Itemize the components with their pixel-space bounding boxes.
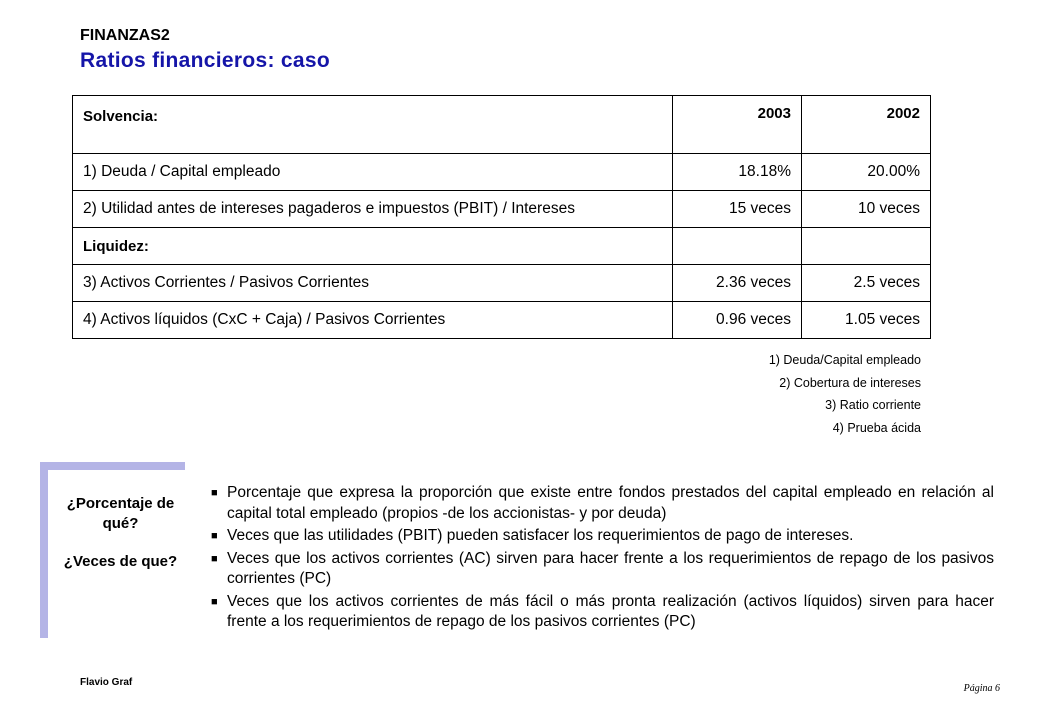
year-2002-header: 2002 xyxy=(802,96,931,154)
square-bullet-icon: ■ xyxy=(211,487,218,499)
ratio-label: 4) Activos líquidos (CxC + Caja) / Pasivos Corrientes xyxy=(73,302,673,339)
empty-cell xyxy=(802,228,931,265)
ratio-notes xyxy=(769,349,921,439)
square-bullet-icon: ■ xyxy=(211,552,218,565)
list-item xyxy=(211,526,994,547)
table-row xyxy=(73,154,931,191)
course-label: FINANZAS2 xyxy=(80,27,170,44)
list-item-text: Veces que los activos corrientes (AC) sirven para hacer frente a los requerimientos de repago de los pasivos corrientes (PC) xyxy=(227,549,994,587)
ratio-label: 1) Deuda / Capital empleado xyxy=(73,154,673,191)
ratio-value-2002: 10 veces xyxy=(802,191,931,228)
ratio-value-2002: 2.5 veces xyxy=(802,265,931,302)
empty-cell xyxy=(673,228,802,265)
table-row xyxy=(73,265,931,302)
note-item: 3) Ratio corriente xyxy=(825,398,921,412)
liquidity-section-label: Liquidez: xyxy=(73,228,673,265)
ratios-table xyxy=(72,95,931,339)
ratio-label: 3) Activos Corrientes / Pasivos Corrientes xyxy=(73,265,673,302)
author-label: Flavio Graf xyxy=(80,677,133,688)
note-item: 2) Cobertura de intereses xyxy=(779,375,921,390)
table-row xyxy=(73,191,931,228)
question-box xyxy=(48,470,193,646)
question-times: ¿Veces de que? xyxy=(63,553,178,570)
ratio-value-2003: 0.96 veces xyxy=(673,302,802,339)
table-header-row xyxy=(73,96,931,154)
ratio-value-2003: 18.18% xyxy=(673,154,802,191)
note-item: 1) Deuda/Capital empleado xyxy=(768,353,921,367)
ratio-value-2002: 20.00% xyxy=(802,154,931,191)
list-item xyxy=(211,483,994,524)
list-item-text: Veces que las utilidades (PBIT) pueden satisfacer los requerimientos de pago de intereses. xyxy=(227,527,854,544)
list-item xyxy=(211,592,994,633)
year-2003-header: 2003 xyxy=(673,96,802,154)
ratio-value-2003: 15 veces xyxy=(673,191,802,228)
question-percentage: ¿Porcentaje de qué? xyxy=(66,495,175,532)
ratio-value-2003: 2.36 veces xyxy=(673,265,802,302)
list-item-text: Veces que los activos corrientes de más fácil o más pronta realización (activos líquidos) sirven para hacer frente a los requerimientos de repago de los pasivos corrientes (PC) xyxy=(227,592,994,630)
explanation-list xyxy=(211,483,994,635)
ratio-label: 2) Utilidad antes de intereses pagaderos e impuestos (PBIT) / Intereses xyxy=(73,191,673,228)
square-bullet-icon: ■ xyxy=(211,530,218,542)
ratio-value-2002: 1.05 veces xyxy=(802,302,931,339)
list-item-text: Porcentaje que expresa la proporción que existe entre fondos prestados del capital empleado en relación al capital total empleado (propios -de los accionistas- y por deuda) xyxy=(227,484,994,522)
table-row-liquidity-section xyxy=(73,228,931,265)
page-number: Página 6 xyxy=(963,683,1000,694)
solvency-section-label: Solvencia: xyxy=(73,96,673,154)
square-bullet-icon: ■ xyxy=(211,595,218,608)
table-row xyxy=(73,302,931,339)
slide-title: Ratios financieros: caso xyxy=(80,49,330,72)
list-item xyxy=(211,549,994,590)
note-item: 4) Prueba ácida xyxy=(832,420,921,435)
